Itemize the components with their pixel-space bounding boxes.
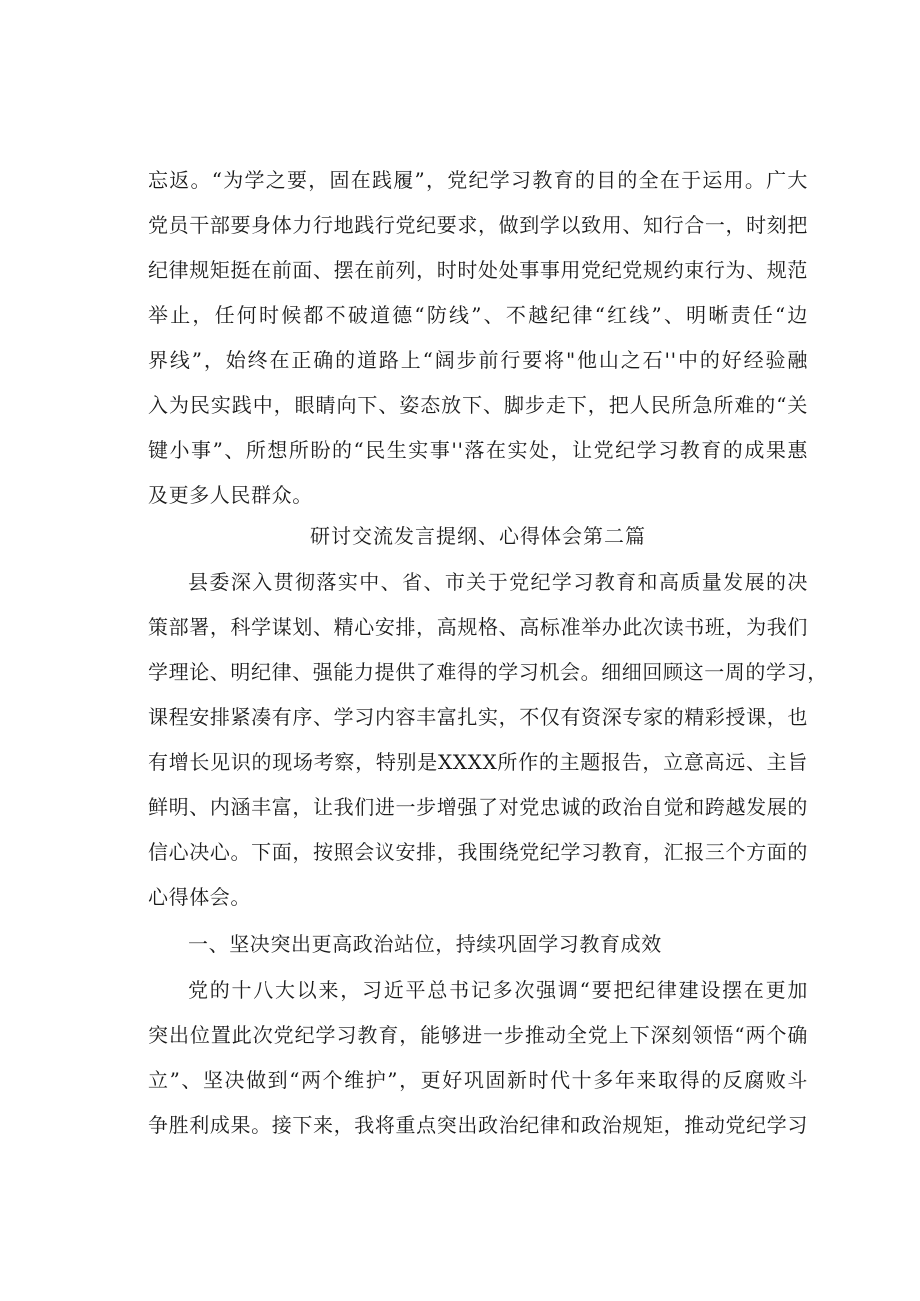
paragraph-3-line-4: 争胜利成果。接下来，我将重点突出政治纪律和政治规矩，推动党纪学习 (148, 1113, 808, 1137)
paragraph-2-line-5: 有增长见识的现场考察，特别是XXXX所作的主题报告，立意高远、主旨 (148, 750, 808, 774)
paragraph-2-line-1: 县委深入贯彻落实中、省、市关于党纪学习教育和高质量发展的决 (188, 570, 808, 594)
paragraph-1-line-5: 界线”，始终在正确的道路上“阔步前行要将"他山之石''中的好经验融 (148, 348, 808, 372)
paragraph-1-line-6: 入为民实践中，眼睛向下、姿态放下、脚步走下，把人民所急所难的“关 (148, 393, 808, 417)
paragraph-1-line-3: 纪律规矩挺在前面、摆在前列，时时处处事事用党纪党规约束行为、规范 (148, 258, 808, 282)
paragraph-2-line-3: 学理论、明纪律、强能力提供了难得的学习机会。细细回顾这一周的学习， (148, 660, 828, 684)
paragraph-3-line-1: 党的十八大以来，习近平总书记多次强调“要把纪律建设摆在更加 (188, 978, 808, 1002)
section-heading: 研讨交流发言提纲、心得体会第二篇 (310, 524, 646, 548)
paragraph-1-line-7: 键小事”、所想所盼的“民生实事''落在实处，让党纪学习教育的成果惠 (148, 438, 808, 462)
paragraph-1-line-2: 党员干部要身体力行地践行党纪要求，做到学以致用、知行合一，时刻把 (148, 213, 808, 237)
subsection-heading-1: 一、坚决突出更高政治站位，持续巩固学习教育成效 (188, 932, 662, 956)
paragraph-1-line-4: 举止，任何时候都不破道德“防线”、不越纪律“红线”、明晰责任“边 (148, 303, 808, 327)
paragraph-3-line-2: 突出位置此次党纪学习教育，能够进一步推动全党上下深刻领悟“两个确 (148, 1023, 808, 1047)
paragraph-2-line-8: 心得体会。 (148, 885, 251, 909)
paragraph-3-line-3: 立”、坚决做到“两个维护”，更好巩固新时代十多年来取得的反腐败斗 (148, 1068, 808, 1092)
paragraph-1-line-1: 忘返。“为学之要，固在践履”，党纪学习教育的目的全在于运用。广大 (148, 168, 808, 192)
paragraph-2-line-2: 策部署，科学谋划、精心安排，高规格、高标准举办此次读书班，为我们 (148, 615, 808, 639)
paragraph-1-line-8: 及更多人民群众。 (148, 483, 313, 507)
paragraph-2-line-6: 鲜明、内涵丰富，让我们进一步增强了对党忠诚的政治自觉和跨越发展的 (148, 795, 808, 819)
paragraph-2-line-7: 信心决心。下面，按照会议安排，我围绕党纪学习教育，汇报三个方面的 (148, 840, 808, 864)
paragraph-2-line-4: 课程安排紧凑有序、学习内容丰富扎实，不仅有资深专家的精彩授课，也 (148, 705, 808, 729)
